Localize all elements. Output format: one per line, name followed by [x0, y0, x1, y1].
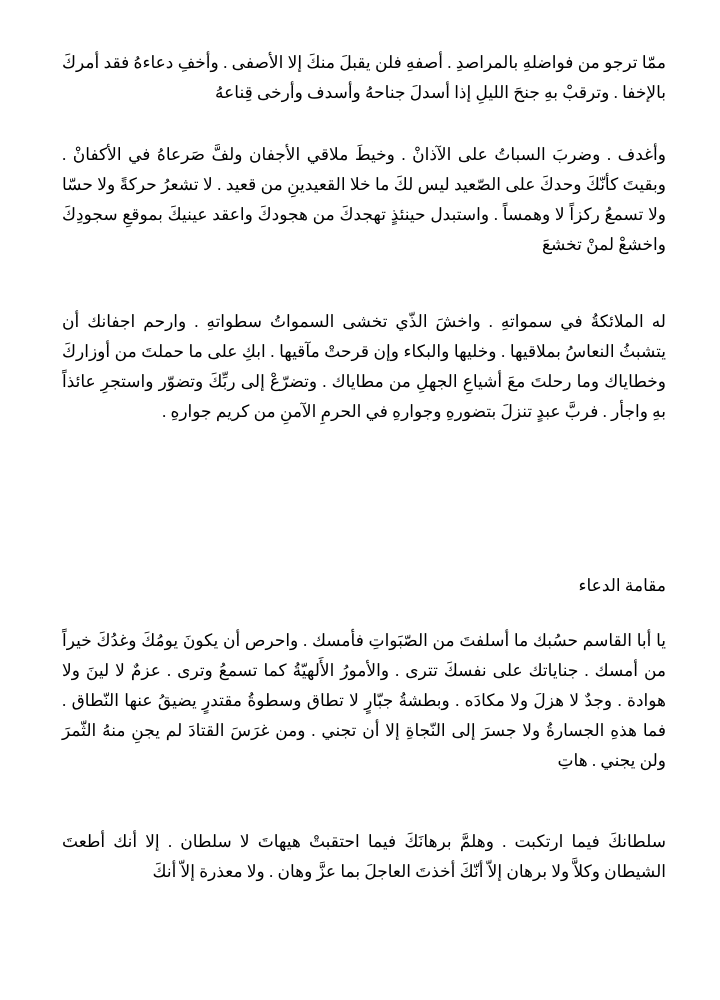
paragraph-3: له الملائكةُ في سمواتهِ . واخشَ الذّي تخشى السمواتُ سطواتهِ . وارحم اجفانك أن يتشبثُ النعاسُ بملاقيها . وخليها والبكاء وإن قرحتْ مآقيها . ابكِ على ما حملتَ من أوزاركَ وخطاياك وما رحلتَ معَ أشياعِ الجهلِ من مطاياك . وتضرّعْ إلى ربِّكَ وتضوّر واستجرِ عائذاً بهِ واجأر . فربَّ عبدٍ تنزلَ بتضورهِ وجوارهِ في الحرمِ الآمنِ من كريم جوارهِ . — [62, 312, 666, 421]
section-heading: مقامة الدعاء — [578, 576, 666, 595]
paragraph-5: سلطانكَ فيما ارتكبت . وهلمَّ برهانَكَ فيما احتقبتْ هيهاتَ لا سلطان . إلا أنك أطعتَ الشيطان وكلاَّ ولا برهان إلاّ أنّكَ أخذتَ العاجلَ بما عزَّ وهان . ولا معذرة إلاّ أنكَ — [62, 832, 666, 881]
paragraph-1: ممّا ترجو من فواضلهِ بالمراصدِ . أصفهِ فلن يقبلَ منكَ إلا الأصفى . وأخفِ دعاءهُ فقد أمركَ بالإخفا . وترقبْ بهِ جنحَ الليلِ إذا أسدلَ جناحهُ وأسدف وأرخى قِناعهُ — [62, 53, 666, 102]
paragraph-2: وأغدف . وضربَ السباتُ على الآذانْ . وخيطَ ملاقي الأجفان ولفَّ صَرعاهُ في الأكفانْ . وبقيتَ كأنّكَ وحدكَ على الصّعيد ليس لكَ ما خلا القعيدينِ من قعيد . لا تشعرُ حركةً ولا حسّا ولا تسمعُ ركزاً لا وهمساً . واستبدل حينئذٍ تهجدكَ من هجودكَ واعقد عينيكَ بموقعِ سجودِكَ واخشعْ لمنْ تخشعَ — [62, 145, 666, 254]
paragraph-4: يا أبا القاسم حسُبك ما أسلفتَ من الصّبَواتِ فأمسك . واحرص أن يكونَ يومُكَ وغدُكَ خيراً من أمسك . جناياتك على نفسكَ تترى . والأمورُ الأَلهيّةُ كما تسمعُ وترى . عزمٌ لا لينَ ولا هوادة . وجدٌ لا هزلَ ولا مكادَه . وبطشةُ جبّارٍ لا تطاق وسطوةُ مقتدرٍ يضيقُ عنها النّطاق . فما هذهِ الجسارةُ ولا جسرَ إلى النّجاةِ إلا أن تجني . ومن غرَسَ القتادَ لم يجنِ منهُ الثّمرَ ولن يجني . هاتِ — [62, 631, 666, 770]
